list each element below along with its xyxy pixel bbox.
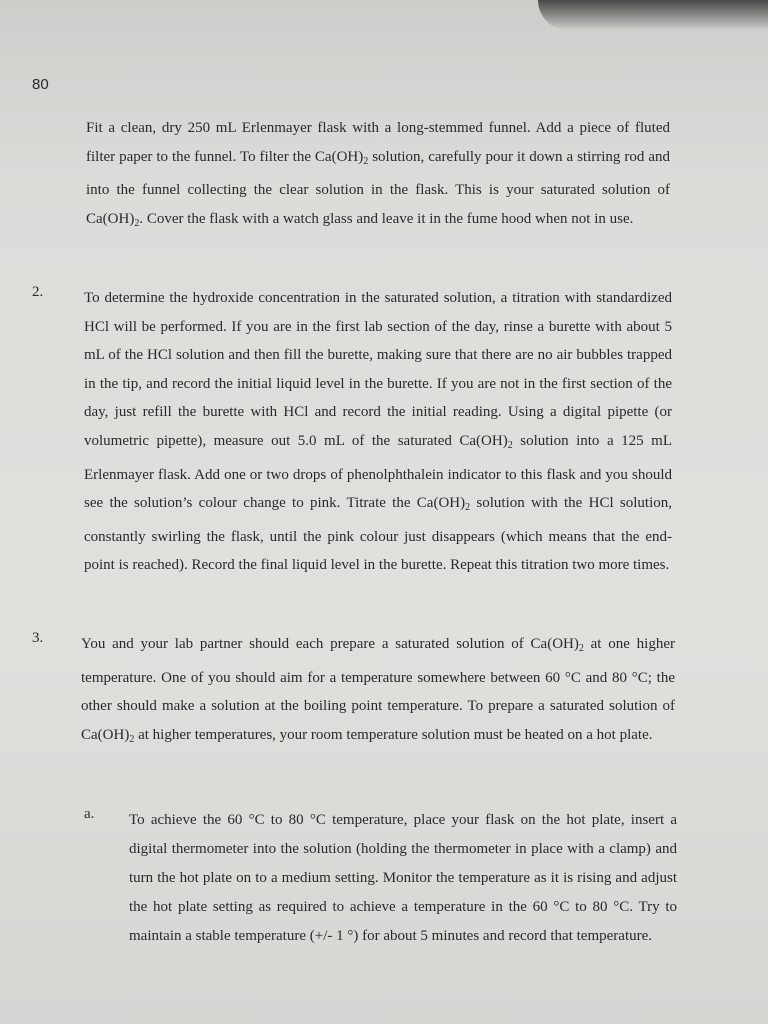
subscript-2: 2	[134, 217, 140, 229]
subscript-2: 2	[129, 733, 135, 745]
subscript-2: 2	[363, 155, 369, 167]
item3-text-1: You and your lab partner should each prepare a saturated solution of Ca(OH)	[81, 636, 579, 652]
paragraph-titration	[84, 284, 672, 580]
subscript-2: 2	[465, 502, 471, 514]
item3-text-2: at one higher temperature. One of you should aim for a temperature somewhere between 60 °C and 80 °C; the other should make a solution at the boiling point temperature. To prepare a saturated solution of Ca(OH)	[81, 636, 675, 743]
paragraph-substep-a: To achieve the 60 °C to 80 °C temperature, place your flask on the hot plate, insert a digital thermometer into the solution (holding the thermometer in place with a clamp) and turn the hot plate on to a medium setting. Monitor the temperature as it is rising and adjust the hot plate setting as required to achieve a temperature in the 60 °C to 80 °C. Try to maintain a stable temperature (+/- 1 °) for about 5 minutes and record that temperature.	[129, 812, 677, 944]
step-number-2: 2.	[32, 284, 44, 300]
subscript-2: 2	[507, 439, 513, 451]
para1-text-1: Fit a clean, dry 250 mL Erlenmayer flask with a long-stemmed funnel. Add a piece of fluted filter paper to the funnel. To filter the Ca(OH)	[86, 120, 670, 165]
subscript-2: 2	[578, 643, 584, 654]
item2-text-1: To determine the hydroxide concentration in the saturated solution, a titration with standardized HCl will be performed. If you are in the first lab section of the day, rinse a burette with about 5 mL of the HCl solution and then fill the burette, making sure that there are no air bubbles trapped in the tip, and record the initial liquid level in the burette. If you are not in the first section of the day, just refill the burette with HCl and record the initial reading. Using a digital pipette (or volumetric pipette), measure out 5.0 mL of the saturated Ca(OH)	[84, 290, 672, 449]
step-number-3: 3.	[32, 630, 44, 646]
page-shadow	[538, 0, 768, 30]
substep-letter-a: a.	[84, 806, 95, 822]
para1-text-2: solution, carefully pour it down a stirring rod and into the funnel collecting the clear solution in the flask. This is your saturated solution of Ca(OH)	[86, 148, 670, 227]
para1-text-3: . Cover the flask with a watch glass and leave it in the fume hood when not in use.	[139, 210, 634, 227]
item2-text-2: solution into a 125 mL Erlenmayer flask. Add one or two drops of phenolphthalein indicator to this flask and you should see the solution’s colour change to pink. Titrate the Ca(OH)	[84, 432, 672, 512]
item2-text-3: solution with the HCl solution, constantly swirling the flask, until the pink colour just disappears (which means that the end-point is reached). Record the final liquid level in the burette. Repeat this titration two more times.	[84, 495, 672, 574]
paragraph-higher-temperature	[81, 630, 675, 754]
item3-text-3: at higher temperatures, your room temperature solution must be heated on a hot plate.	[134, 726, 653, 743]
paragraph-filter-instructions	[86, 114, 670, 238]
page-number: 80	[32, 76, 49, 93]
